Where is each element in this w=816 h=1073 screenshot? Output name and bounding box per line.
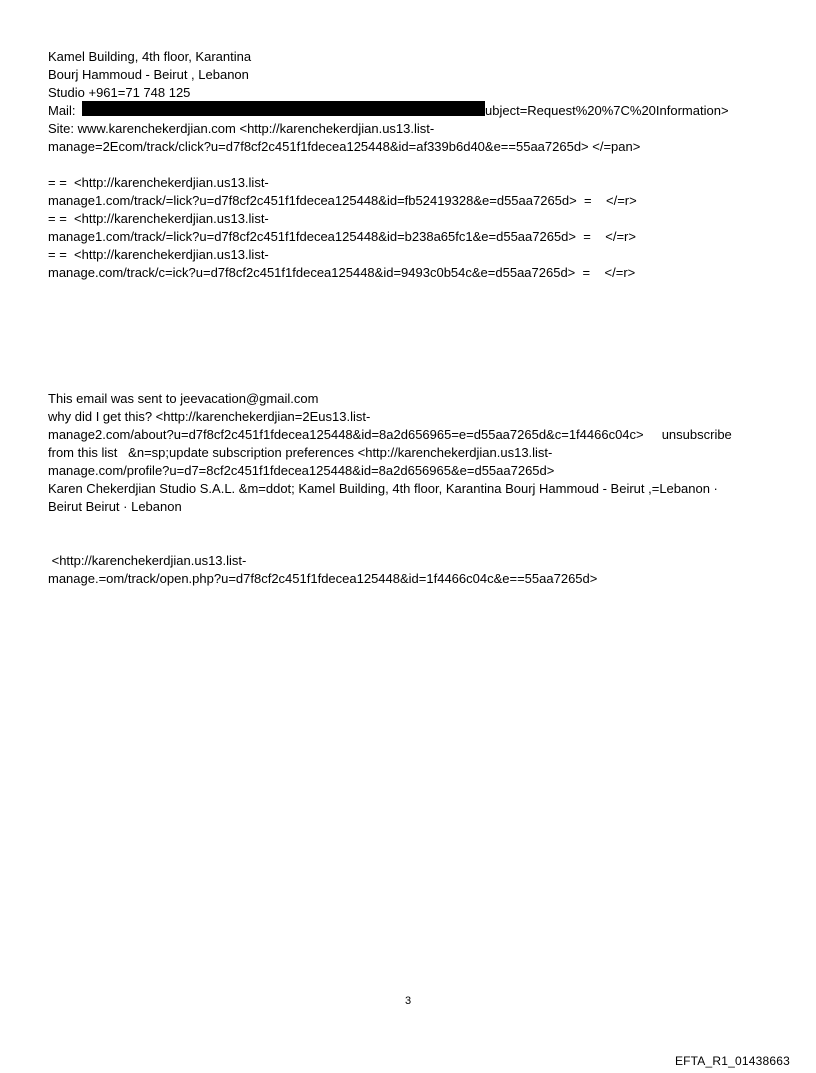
address-line-2: Bourj Hammoud - Beirut , Lebanon [48,67,249,82]
why-line-4: manage.com/profile?u=d7=8cf2c451f1fdecea125448&id=8a2d656965&e=d55aa7265d> [48,463,555,478]
site-line-2: manage=2Ecom/track/click?u=d7f8cf2c451f1fdecea125448&id=af339b6d40&e==55aa7265d> </=pan> [48,139,641,154]
link-3-line-1: = = <http://karenchekerdjian.us13.list- [48,247,269,262]
why-line-1: why did I get this? <http://karenchekerdjian=2Eus13.list- [48,409,371,424]
studio-phone: Studio +961=71 748 125 [48,85,191,100]
why-line-3: from this list &n=sp;update subscription preferences <http://karenchekerdjian.us13.list- [48,445,553,460]
link-1-line-2: manage1.com/track/=lick?u=d7f8cf2c451f1fdecea125448&id=fb52419328&e=d55aa7265d> = </=r> [48,193,637,208]
document-id: EFTA_R1_01438663 [674,1054,790,1068]
site-line-1: Site: www.karenchekerdjian.com <http://karenchekerdjian.us13.list- [48,121,435,136]
link-2-line-1: = = <http://karenchekerdjian.us13.list- [48,211,269,226]
link-3-line-2: manage.com/track/c=ick?u=d7f8cf2c451f1fdecea125448&id=9493c0b54c&e=d55aa7265d> = </=r> [48,265,636,280]
link-1-line-1: = = <http://karenchekerdjian.us13.list- [48,175,269,190]
tracking-line-1: <http://karenchekerdjian.us13.list- [48,553,247,568]
sent-to-line: This email was sent to jeevacation@gmail.com [48,391,319,406]
mail-label: Mail: [48,103,76,118]
tracking-line-2: manage.=om/track/open.php?u=d7f8cf2c451f1fdecea125448&id=1f4466c04c&e==55aa7265d> [48,571,598,586]
studio-address-line-2: Beirut Beirut · Lebanon [48,499,182,514]
studio-address-line-1: Karen Chekerdjian Studio S.A.L. &m=ddot; Kamel Building, 4th floor, Karantina Bourj Hammoud - Beirut ,=Lebanon · [48,481,718,496]
redaction-bar [82,101,485,116]
why-line-2: manage2.com/about?u=d7f8cf2c451f1fdecea125448&id=8a2d656965=e=d55aa7265d&c=1f4466c04c> unsubscribe [48,427,732,442]
link-2-line-2: manage1.com/track/=lick?u=d7f8cf2c451f1fdecea125448&id=b238a65fc1&e=d55aa7265d> = </=r> [48,229,636,244]
mail-link-tail: ubject=Request%20%7C%20Information> [485,103,729,118]
address-line-1: Kamel Building, 4th floor, Karantina [48,49,252,64]
page-number: 3 [404,995,412,1007]
